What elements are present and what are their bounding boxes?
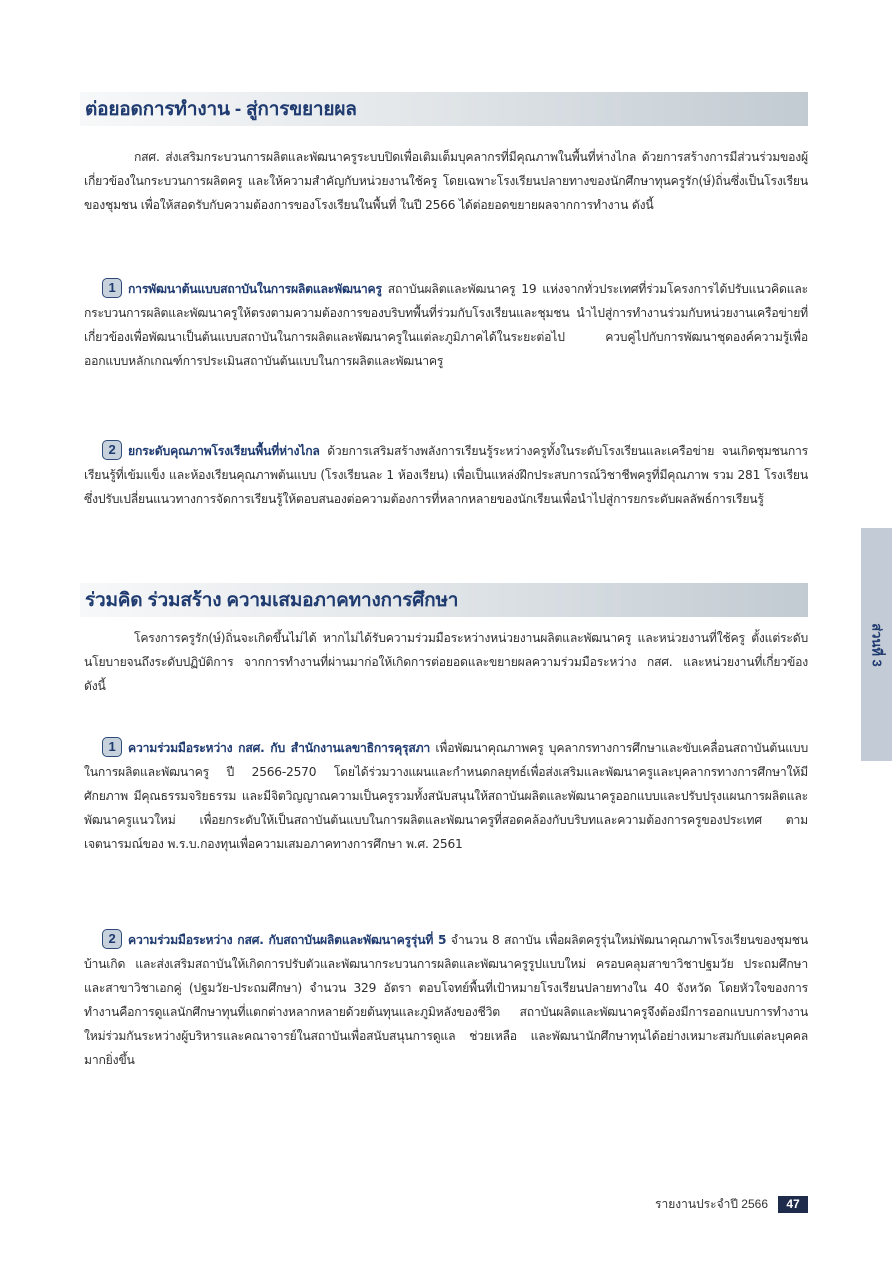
- item-number-badge: 1: [102, 737, 122, 757]
- section-intro-paragraph: โครงการครูรัก(ษ์)ถิ่นจะเกิดขึ้นไม่ได้ หากไม่ได้รับความร่วมมือระหว่างหน่วยงานผลิตและพัฒนาครู และหน่วยงานที่ใช้ครู ตั้งแต่ระดับนโยบายจนถึงระดับปฏิบัติการ จากการทำงานที่ผ่านมาก่อให้เกิดการต่อยอดและขยายผลความร่วมมือระหว่าง กสศ. และหน่วยงานที่เกี่ยวข้อง ดังนี้: [84, 631, 808, 693]
- section-header-continuation: [80, 92, 808, 126]
- item-title: ยกระดับคุณภาพโรงเรียนพื้นที่ห่างไกล: [128, 444, 320, 458]
- report-label: รายงานประจำปี 2566: [655, 1197, 768, 1211]
- section-header-collaboration: [80, 583, 808, 617]
- item-number-badge: 1: [102, 278, 122, 298]
- item-title: การพัฒนาต้นแบบสถาบันในการผลิตและพัฒนาครู: [128, 282, 382, 296]
- item-body: จำนวน 8 สถาบัน เพื่อผลิตครูรุ่นใหม่พัฒนาคุณภาพโรงเรียนของชุมชนบ้านเกิด และส่งเสริมสถาบันให้เกิดการปรับตัวและพัฒนากระบวนการผลิตและพัฒนาครูรูปแบบใหม่ ครอบคลุมสาขาวิชาปฐมวัย ประถมศึกษา และสาขาวิชาเอกคู่ (ปฐมวัย-ประถมศึกษา) จำนวน 329 อัตรา ตอบโจทย์พื้นที่เป้าหมายโรงเรียนปลายทางใน 40 จังหวัด โดยหัวใจของการทำงานคือการดูแลนักศึกษาทุนที่แตกต่างหลากหลายด้วยต้นทุนและภูมิหลังของชีวิต สถาบันผลิตและพัฒนาครูจึงต้องมีการออกแบบการทำงานใหม่ร่วมกันระหว่างผู้บริหารและคณาจารย์ในสถาบันเพื่อสนับสนุนการดูแล ช่วยเหลือ และพัฒนานักศึกษาทุนได้อย่างเหมาะสมกับแต่ละบุคคลมากยิ่งขึ้น: [84, 933, 808, 1067]
- page-footer: [655, 1195, 808, 1214]
- item-body: สถาบันผลิตและพัฒนาครู 19 แห่งจากทั่วประเทศที่ร่วมโครงการได้ปรับแนวคิดและกระบวนการผลิตและพัฒนาครูให้ตรงตามความต้องการของบริบทพื้นที่ร่วมกับโรงเรียนและชุมชน นำไปสู่การทำงานร่วมกับหน่วยงานเครือข่ายที่เกี่ยวข้องเพื่อพัฒนาเป็นต้นแบบสถาบันในการผลิตและพัฒนาครูในแต่ละภูมิภาคได้ในระยะต่อไป ควบคู่ไปกับการพัฒนาชุดองค์ความรู้เพื่อออกแบบหลักเกณฑ์การประเมินสถาบันต้นแบบในการผลิตและพัฒนาครู: [84, 282, 808, 368]
- section-intro-paragraph: กสศ. ส่งเสริมกระบวนการผลิตและพัฒนาครูระบบปิดเพื่อเติมเต็มบุคลากรที่มีคุณภาพในพื้นที่ห่างไกล ด้วยการสร้างการมีส่วนร่วมของผู้เกี่ยวข้องในกระบวนการผลิตครู และให้ความสำคัญกับหน่วยงานใช้ครู โดยเฉพาะโรงเรียนปลายทางของนักศึกษาทุนครูรัก(ษ์)ถิ่นซึ่งเป็นโรงเรียนของชุมชน เพื่อให้สอดรับกับความต้องการของโรงเรียนในพื้นที่ ในปี 2566 ได้ต่อยอดขยายผลจากการทำงาน ดังนี้: [84, 150, 808, 212]
- item-title: ความร่วมมือระหว่าง กสศ. กับสถาบันผลิตและพัฒนาครูรุ่นที่ 5: [128, 933, 447, 947]
- item-number-badge: 2: [102, 929, 122, 949]
- item-body: ด้วยการเสริมสร้างพลังการเรียนรู้ระหว่างครูทั้งในระดับโรงเรียนและเครือข่าย จนเกิดชุมชนการเรียนรู้ที่เข้มแข็ง และห้องเรียนคุณภาพต้นแบบ (โรงเรียนละ 1 ห้องเรียน) เพื่อเป็นแหล่งฝึกประสบการณ์วิชาชีพครูที่มีคุณภาพ รวม 281 โรงเรียน ซึ่งปรับเปลี่ยนแนวทางการจัดการเรียนรู้ให้ตอบสนองต่อความต้องการที่หลากหลายของนักเรียนเพื่อนำไปสู่การยกระดับผลลัพธ์การเรียนรู้: [84, 444, 808, 506]
- page-number: 47: [778, 1196, 808, 1213]
- item-number-badge: 2: [102, 440, 122, 460]
- side-tab-label: ส่วนที่ 3: [869, 622, 884, 667]
- numbered-item: [84, 736, 808, 856]
- numbered-item: [84, 277, 808, 373]
- section-heading: ต่อยอดการทำงาน - สู่การขยายผล: [85, 99, 357, 120]
- numbered-item: [84, 928, 808, 1072]
- section-side-tab: [861, 528, 892, 761]
- item-title: ความร่วมมือระหว่าง กสศ. กับ สำนักงานเลขาธิการคุรุสภา: [128, 741, 431, 755]
- section-heading: ร่วมคิด ร่วมสร้าง ความเสมอภาคทางการศึกษา: [85, 590, 459, 611]
- item-body: เพื่อพัฒนาคุณภาพครู บุคลากรทางการศึกษาและขับเคลื่อนสถาบันต้นแบบในการผลิตและพัฒนาครู ปี 2566-2570 โดยได้ร่วมวางแผนและกำหนดกลยุทธ์เพื่อส่งเสริมและพัฒนาครูและบุคลากรทางการศึกษาให้มีศักยภาพ มีคุณธรรมจริยธรรม และมีจิตวิญญาณความเป็นครูรวมทั้งสนับสนุนให้สถาบันผลิตและพัฒนาครูออกแบบและปรับปรุงแผนการผลิตและพัฒนาครูแนวใหม่ เพื่อยกระดับให้เป็นสถาบันต้นแบบในการผลิตและพัฒนาครูที่สอดคล้องกับบริบทและความต้องการครูของประเทศ ตามเจตนารมณ์ของ พ.ร.บ.กองทุนเพื่อความเสมอภาคทางการศึกษา พ.ศ. 2561: [84, 741, 808, 851]
- numbered-item: [84, 439, 808, 511]
